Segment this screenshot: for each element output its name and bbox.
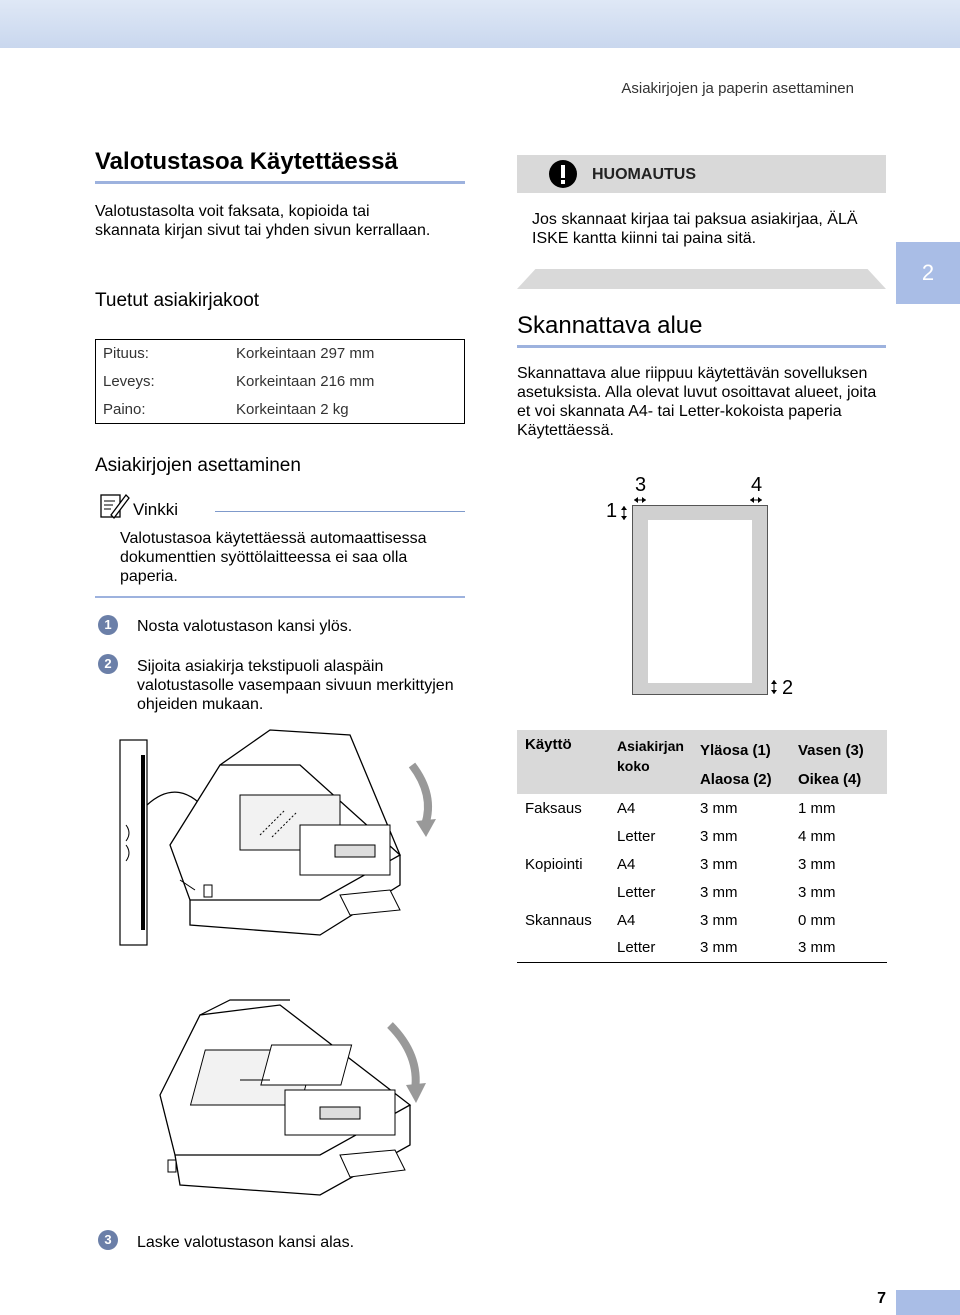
- table-row: [517, 934, 887, 962]
- note-title: Vinkki: [133, 500, 179, 519]
- spec-value: Korkeintaan 2 kg: [236, 401, 349, 418]
- scan-area-heading: Skannattava alue: [517, 312, 703, 339]
- margin-arrows: [600, 490, 800, 705]
- table-header-text: Alaosa (2): [699, 771, 772, 788]
- table-header-cell: [790, 730, 887, 794]
- spec-label: Paino:: [103, 401, 146, 418]
- table-row: [517, 822, 887, 850]
- spec-table: [95, 339, 465, 424]
- step-text: Nosta valotustason kansi ylös.: [137, 618, 353, 635]
- table-header-cell: [692, 730, 790, 794]
- table-header-text: Oikea (4): [797, 771, 862, 788]
- table-cell: Kopiointi: [525, 855, 583, 873]
- table-cell: 3 mm: [699, 799, 738, 817]
- table-cell: 3 mm: [797, 855, 836, 873]
- table-cell: A4: [617, 911, 636, 929]
- table-cell: [517, 878, 609, 906]
- warning-exclamation-icon: [548, 159, 578, 189]
- page-number: 7: [877, 1290, 886, 1307]
- supported-sizes-heading: Tuetut asiakirjakoot: [95, 290, 260, 311]
- table-cell: 1 mm: [797, 799, 836, 817]
- table-row: [517, 794, 887, 822]
- step-bullet: 1: [98, 615, 118, 635]
- spec-value: Korkeintaan 216 mm: [236, 373, 375, 390]
- table-header-cell: Asiakirjan koko: [609, 730, 692, 794]
- chapter-tab: 2: [896, 242, 960, 304]
- margins-table: [517, 730, 887, 963]
- margin-label-left: 3: [635, 474, 647, 496]
- spec-label: Leveys:: [103, 373, 155, 390]
- note-pencil-icon: [98, 490, 130, 522]
- page-number-tab: [896, 1290, 960, 1315]
- scanner-document-illustration: [120, 995, 460, 1205]
- table-cell: 0 mm: [797, 911, 836, 929]
- table-cell: Letter: [617, 827, 656, 845]
- table-cell: Skannaus: [525, 911, 592, 929]
- note-text: Valotustasoa käytettäessä automaattisessa dokumenttien syöttölaitteessa ei saa olla paperia.: [120, 530, 427, 585]
- table-cell: Faksaus: [525, 799, 582, 817]
- note-rule: [215, 511, 465, 512]
- table-header-text: Yläosa (1): [699, 742, 771, 759]
- table-cell: 3 mm: [699, 855, 738, 873]
- table-cell: Letter: [617, 883, 656, 901]
- table-cell: 3 mm: [699, 827, 738, 845]
- scanner-open-illustration: [100, 725, 460, 950]
- table-cell: 3 mm: [797, 939, 836, 957]
- table-row: [517, 850, 887, 878]
- table-cell: [517, 934, 609, 962]
- top-band: [0, 0, 960, 48]
- table-cell: Letter: [617, 939, 656, 957]
- margin-label-right: 4: [751, 474, 763, 496]
- spec-label: Pituus:: [103, 345, 149, 362]
- spec-value: Korkeintaan 297 mm: [236, 345, 375, 362]
- margin-label-bottom: 2: [782, 677, 794, 699]
- table-row: [517, 906, 887, 934]
- warning-text: Jos skannaat kirjaa tai paksua asiakirjaa, ÄLÄ ISKE kantta kiinni tai paina sitä.: [532, 211, 858, 247]
- table-header-cell: Käyttö: [517, 730, 609, 794]
- note-bottom-rule: [95, 596, 465, 598]
- table-cell: 4 mm: [797, 827, 836, 845]
- table-cell: 3 mm: [699, 911, 738, 929]
- table-cell: A4: [617, 799, 636, 817]
- step-text: Laske valotustason kansi alas.: [137, 1234, 355, 1251]
- scan-area-text: Skannattava alue riippuu käytettävän sovelluksen asetuksista. Alla olevat luvut osoittavat alueet, joita et voi skannata A4- tai Letter-kokoista paperia Käytettäessä.: [517, 365, 877, 439]
- step-bullet: 3: [98, 1230, 118, 1250]
- margin-label-top: 1: [606, 500, 618, 522]
- loading-heading: Asiakirjojen asettaminen: [95, 455, 301, 476]
- warning-title: HUOMAUTUS: [592, 166, 696, 183]
- table-cell: A4: [617, 855, 636, 873]
- table-cell: 3 mm: [699, 883, 738, 901]
- page-title: Valotustasoa Käytettäessä: [95, 148, 398, 175]
- table-header-row: [517, 730, 887, 794]
- table-row: [517, 878, 887, 906]
- step-bullet: 2: [98, 654, 118, 674]
- table-header-text: Vasen (3): [797, 742, 864, 759]
- scan-area-rule: [517, 345, 886, 348]
- step-text: Sijoita asiakirja tekstipuoli alaspäin valotustasolle vasempaan sivuun merkittyjen ohjeiden mukaan.: [137, 658, 454, 713]
- table-cell: [517, 822, 609, 850]
- title-rule: [95, 181, 465, 184]
- warning-box-footer: [517, 269, 886, 289]
- table-cell: 3 mm: [699, 939, 738, 957]
- running-header: Asiakirjojen ja paperin asettaminen: [621, 80, 854, 97]
- table-cell: 3 mm: [797, 883, 836, 901]
- intro-text: Valotustasolta voit faksata, kopioida tai skannata kirjan sivut tai yhden sivun kerrallaan.: [95, 203, 431, 239]
